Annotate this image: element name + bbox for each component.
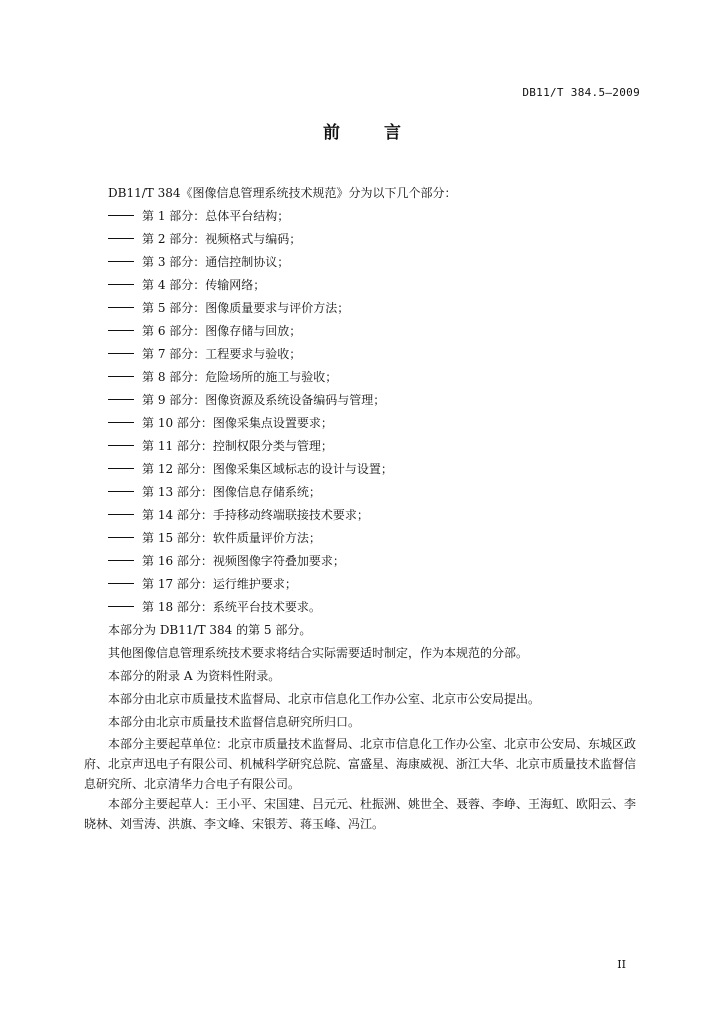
part-item-6 xyxy=(84,320,644,343)
part-label: 第 8 部分：危险场所的施工与验收； xyxy=(142,370,338,384)
part-item-13 xyxy=(84,481,644,504)
dash-mark xyxy=(108,422,134,423)
dash-mark xyxy=(108,560,134,561)
dash-mark xyxy=(108,537,134,538)
part-item-10 xyxy=(84,412,644,435)
drafting-units-paragraph: 本部分主要起草单位：北京市质量技术监督局、北京市信息化工作办公室、北京市公安局、东城区政府、北京声迅电子有限公司、机械科学研究总院、富盛星、海康威视、浙江大华、北京市质量技术监督信息研究所、北京清华力合电子有限公司。 xyxy=(84,737,637,791)
part-label: 第 9 部分：图像资源及系统设备编码与管理； xyxy=(142,393,386,407)
part-label: 第 3 部分：通信控制协议； xyxy=(142,255,290,269)
this-part-paragraph: 本部分为 DB11/T 384 的第 5 部分。 xyxy=(108,623,312,637)
part-label: 第 1 部分：总体平台结构； xyxy=(142,209,290,223)
dash-mark xyxy=(108,215,134,216)
drafters-paragraph: 本部分主要起草人：王小平、宋国建、吕元元、杜振洲、姚世全、聂蓉、李峥、王海虹、欧阳云、李晓林、刘雪涛、洪旗、李文峰、宋银芳、蒋玉峰、冯江。 xyxy=(84,797,637,831)
part-label: 第 17 部分：运行维护要求； xyxy=(142,577,297,591)
part-label: 第 2 部分：视频格式与编码； xyxy=(142,232,302,246)
part-item-17 xyxy=(84,573,644,596)
part-item-9 xyxy=(84,389,644,412)
part-label: 第 12 部分：图像采集区域标志的设计与设置； xyxy=(142,462,393,476)
part-item-15 xyxy=(84,527,644,550)
proposed-by-paragraph: 本部分由北京市质量技术监督局、北京市信息化工作办公室、北京市公安局提出。 xyxy=(108,692,541,706)
part-item-8 xyxy=(84,366,644,389)
part-item-7 xyxy=(84,343,644,366)
part-item-3 xyxy=(84,251,644,274)
dash-mark xyxy=(108,307,134,308)
dash-mark xyxy=(108,583,134,584)
dash-mark xyxy=(108,445,134,446)
part-label: 第 5 部分：图像质量要求与评价方法； xyxy=(142,301,350,315)
part-label: 第 4 部分：传输网络； xyxy=(142,278,266,292)
part-label: 第 6 部分：图像存储与回放； xyxy=(142,324,302,338)
dash-mark xyxy=(108,606,134,607)
part-label: 第 16 部分：视频图像字符叠加要求； xyxy=(142,554,345,568)
part-item-14 xyxy=(84,504,644,527)
page-number: II xyxy=(617,958,626,971)
part-label: 第 15 部分：软件质量评价方法； xyxy=(142,531,321,545)
part-item-1 xyxy=(84,205,644,228)
part-item-4 xyxy=(84,274,644,297)
part-label: 第 11 部分：控制权限分类与管理； xyxy=(142,439,333,453)
appendix-paragraph: 本部分的附录 A 为资料性附录。 xyxy=(108,669,281,683)
document-code: DB11/T 384.5—2009 xyxy=(522,86,640,99)
part-item-11 xyxy=(84,435,644,458)
part-label: 第 14 部分：手持移动终端联接技术要求； xyxy=(142,508,369,522)
dash-mark xyxy=(108,491,134,492)
part-label: 第 7 部分：工程要求与验收； xyxy=(142,347,302,361)
title-char-1: 前 xyxy=(323,123,340,143)
dash-mark xyxy=(108,399,134,400)
part-item-5 xyxy=(84,297,644,320)
dash-mark xyxy=(108,284,134,285)
dash-mark xyxy=(108,514,134,515)
page-title xyxy=(0,118,724,143)
part-item-18 xyxy=(84,596,644,619)
other-requirements-paragraph: 其他图像信息管理系统技术要求将结合实际需要适时制定，作为本规范的分部。 xyxy=(108,646,529,660)
part-label: 第 13 部分：图像信息存储系统； xyxy=(142,485,321,499)
dash-mark xyxy=(108,238,134,239)
intro-paragraph: DB11/T 384《图像信息管理系统技术规范》分为以下几个部分： xyxy=(108,186,457,200)
title-char-2: 言 xyxy=(384,123,401,143)
part-item-16 xyxy=(84,550,644,573)
dash-mark xyxy=(108,261,134,262)
dash-mark xyxy=(108,330,134,331)
document-body xyxy=(84,182,644,834)
part-label: 第 18 部分：系统平台技术要求。 xyxy=(142,600,321,614)
part-item-12 xyxy=(84,458,644,481)
dash-mark xyxy=(108,376,134,377)
dash-mark xyxy=(108,353,134,354)
managed-by-paragraph: 本部分由北京市质量技术监督信息研究所归口。 xyxy=(108,715,361,729)
part-label: 第 10 部分：图像采集点设置要求； xyxy=(142,416,333,430)
parts-list xyxy=(84,205,644,619)
dash-mark xyxy=(108,468,134,469)
part-item-2 xyxy=(84,228,644,251)
